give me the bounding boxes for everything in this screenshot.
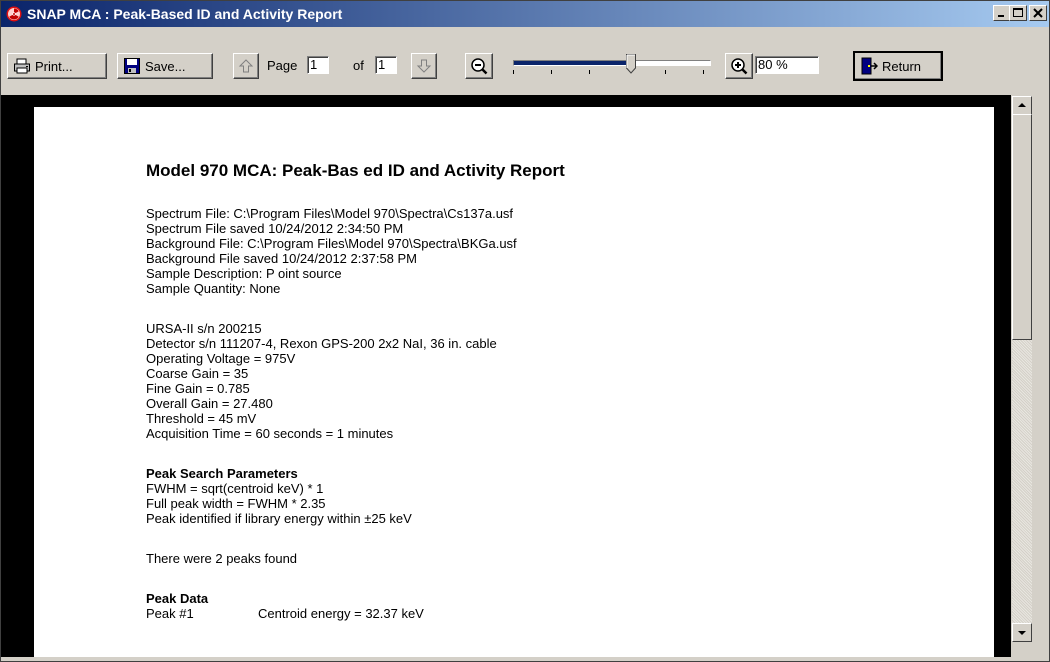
window-title: SNAP MCA : Peak-Based ID and Activity Report	[27, 6, 343, 22]
toolbar	[1, 27, 1049, 95]
total-pages-field: 1	[375, 56, 397, 74]
print-label: Print...	[35, 58, 73, 74]
coarse-gain-line: Coarse Gain = 35	[146, 366, 249, 381]
bottom-border	[1, 657, 1049, 661]
page-down-button[interactable]	[411, 53, 437, 79]
peak-identified-line: Peak identified if library energy within ±25 keV	[146, 511, 412, 526]
sample-quantity-line: Sample Quantity: None	[146, 281, 281, 296]
maximize-icon	[1010, 6, 1026, 20]
radiation-icon	[6, 6, 22, 22]
floppy-disk-icon	[123, 57, 141, 75]
peaks-found-line: There were 2 peaks found	[146, 551, 298, 566]
peak1-label: Peak #1	[146, 606, 194, 621]
zoom-slider-ticks	[511, 68, 711, 76]
return-door-icon	[860, 57, 878, 75]
of-label: of	[353, 58, 364, 73]
return-label: Return	[882, 58, 922, 74]
ursa-serial-line: URSA-II s/n 200215	[146, 321, 262, 336]
sample-description-line: Sample Description: P oint source	[146, 266, 342, 281]
title-bar	[1, 1, 1049, 27]
zoom-in-button[interactable]	[725, 53, 753, 79]
scroll-down-button[interactable]	[1012, 623, 1032, 642]
spectrum-file-line: Spectrum File: C:\Program Files\Model 970\Spectra\Cs137a.usf	[146, 206, 514, 221]
zoom-slider-thumb[interactable]	[626, 54, 636, 74]
detector-line: Detector s/n 111207-4, Rexon GPS-200 2x2 NaI, 36 in. cable	[146, 336, 497, 351]
return-button[interactable]	[853, 51, 943, 81]
peak-data-heading: Peak Data	[146, 591, 209, 606]
printer-icon	[13, 57, 31, 75]
zoom-level-field[interactable]: 80 %	[755, 56, 819, 74]
fwhm-line: FWHM = sqrt(centroid keV) * 1	[146, 481, 324, 496]
overall-gain-line: Overall Gain = 27.480	[146, 396, 273, 411]
report-title: Model 970 MCA: Peak-Bas ed ID and Activity Report	[146, 161, 565, 180]
print-button[interactable]	[7, 53, 107, 79]
fine-gain-line: Fine Gain = 0.785	[146, 381, 250, 396]
threshold-line: Threshold = 45 mV	[146, 411, 257, 426]
spectrum-saved-line: Spectrum File saved 10/24/2012 2:34:50 PM	[146, 221, 404, 236]
peak-search-heading: Peak Search Parameters	[146, 466, 298, 481]
vertical-scrollbar[interactable]	[1012, 96, 1032, 642]
peak1-centroid: Centroid energy = 32.37 keV	[258, 606, 424, 621]
scroll-down-icon	[1013, 624, 1031, 641]
zoom-out-button[interactable]	[465, 53, 493, 79]
save-button[interactable]	[117, 53, 213, 79]
close-icon	[1030, 6, 1046, 20]
scroll-thumb[interactable]	[1012, 114, 1032, 340]
zoom-out-icon	[470, 57, 488, 75]
scroll-up-button[interactable]	[1012, 96, 1032, 115]
scroll-up-icon	[1013, 97, 1031, 114]
close-button[interactable]	[1029, 5, 1047, 21]
page-label: Page	[267, 58, 298, 73]
background-file-line: Background File: C:\Program Files\Model 970\Spectra\BKGa.usf	[146, 236, 517, 251]
page-up-button[interactable]	[233, 53, 259, 79]
background-saved-line: Background File saved 10/24/2012 2:37:58 PM	[146, 251, 418, 266]
operating-voltage-line: Operating Voltage = 975V	[146, 351, 296, 366]
zoom-slider-track[interactable]	[513, 60, 711, 66]
save-label: Save...	[145, 58, 186, 74]
minimize-icon	[994, 6, 1010, 20]
full-peak-width-line: Full peak width = FWHM * 2.35	[146, 496, 326, 511]
maximize-button[interactable]	[1009, 5, 1027, 21]
acquisition-time-line: Acquisition Time = 60 seconds = 1 minutes	[146, 426, 394, 441]
zoom-in-icon	[730, 57, 748, 75]
page-number-field[interactable]: 1	[307, 56, 329, 74]
up-arrow-icon	[238, 58, 254, 74]
down-arrow-icon	[416, 58, 432, 74]
